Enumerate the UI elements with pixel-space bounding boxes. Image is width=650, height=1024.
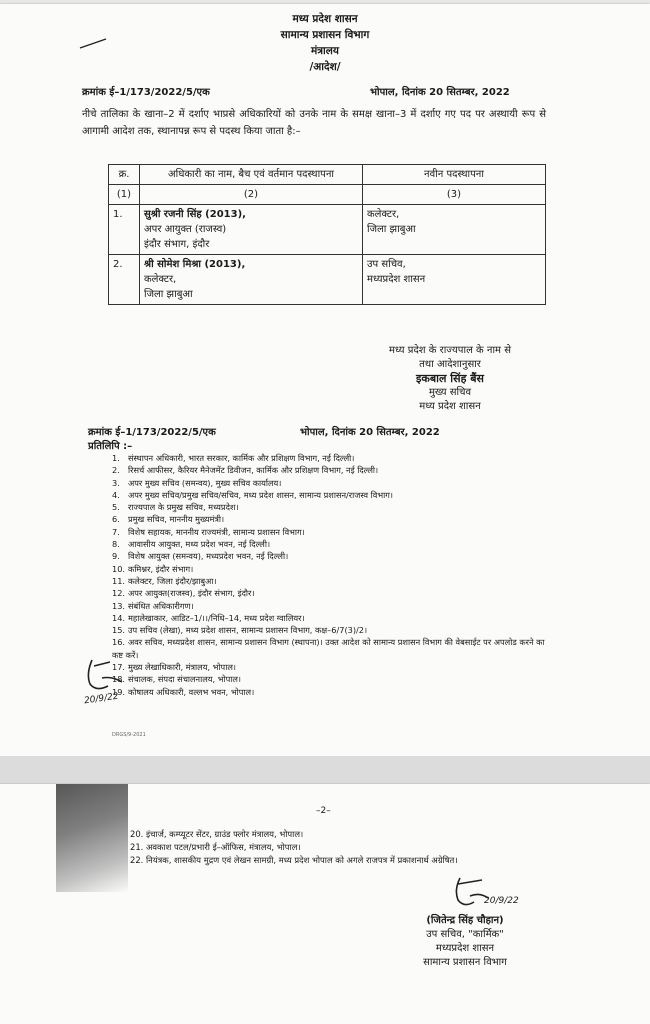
handwritten-date: 20/9/22: [83, 691, 120, 707]
list-item-text: मुख्य लेखाधिकारी, मंत्रालय, भोपाल।: [128, 662, 236, 673]
table-row: [109, 255, 546, 305]
list-item: [112, 489, 550, 501]
list-item-number: 16.: [112, 637, 126, 648]
new-posting-place: मध्यप्रदेश शासन: [367, 274, 426, 285]
header-department: सामान्य प्रशासन विभाग: [280, 29, 370, 41]
list-item: 21. अवकाश पटल/प्रभारी ई–ऑफिस, मंत्रालय, भोपाल।: [130, 842, 301, 852]
colnum-3: (3): [363, 185, 546, 205]
new-posting-cell: [363, 205, 546, 255]
copy-heading: प्रतिलिपि :–: [88, 441, 133, 452]
list-item-number: 2.: [112, 465, 120, 476]
list-item-text: अपर मुख्य सचिव (समन्वय), मुख्य सचिव कार्यालय।: [128, 477, 282, 488]
new-posting-title: उप सचिव,: [367, 259, 406, 270]
list-item-number: 1.: [112, 453, 120, 463]
header-ministry: मंत्रालय: [310, 45, 339, 57]
list-item: [112, 513, 550, 525]
signatory-name: (जितेन्द्र सिंह चौहान): [426, 915, 504, 926]
signatory-org: मध्य प्रदेश शासन: [419, 401, 481, 412]
list-item-number: 6.: [112, 514, 120, 525]
list-item-number: 15.: [112, 625, 126, 636]
officer-name: सुश्री रजनी सिंह (2013),: [144, 209, 246, 220]
order-place-date: भोपाल, दिनांक 20 सितम्बर, 2022: [370, 87, 510, 98]
list-item-number: 19.: [112, 686, 126, 697]
header-govt: मध्य प्रदेश शासन: [292, 13, 358, 25]
order-paragraph: नीचे तालिका के खाना–2 में दर्शाए भाप्रसे अधिकारियों को उनके नाम के समक्ष खाना–3 में दर्शाए गए पद पर अस्थायी रूप से आगामी आदेश तक, स्थानापन्न रूप से पदस्थ किया जाता है:–: [82, 109, 546, 137]
list-item-text: विशेष सहायक, माननीय राज्यमंत्री, सामान्य प्रशासन विभाग।: [128, 526, 305, 537]
list-item: [112, 673, 550, 685]
list-item-text: उप सचिव (लेखा), मध्य प्रदेश शासन, सामान्य प्रशासन विभाग, कक्ष–6/7(3)/2।: [128, 625, 368, 636]
officer-name: श्री सोमेश मिश्रा (2013),: [144, 259, 246, 270]
table-header-row: [109, 165, 546, 185]
list-item-number: 10.: [112, 563, 126, 574]
signatory-department: सामान्य प्रशासन विभाग: [423, 957, 507, 968]
page-number: –2–: [316, 806, 331, 816]
list-item-number: 5.: [112, 502, 120, 513]
copy-recipient-list: [112, 452, 550, 698]
footer-code: DRGS/9-2021: [112, 732, 146, 738]
officer-location: इंदौर संभाग, इंदौर: [144, 239, 210, 250]
list-item-number: 4.: [112, 489, 120, 500]
list-item-text: आवासीय आयुक्त, मध्य प्रदेश भवन, नई दिल्ली।: [128, 539, 271, 550]
list-item-text: कमिश्नर, इंदौर संभाग।: [128, 563, 194, 574]
list-item: [112, 501, 550, 513]
list-item-text: संबंधित अधिकारीगण।: [128, 600, 194, 611]
new-posting-cell: [363, 255, 546, 305]
officer-cell: [140, 205, 363, 255]
list-item-text: संस्थापन अधिकारी, भारत सरकार, कार्मिक और प्रशिक्षण विभाग, नई दिल्ली।: [128, 453, 355, 463]
header-new-posting: नवीन पदस्थापना: [363, 165, 546, 185]
list-item-number: 18.: [112, 674, 126, 685]
colnum-1: (1): [109, 185, 140, 205]
list-item-text: महालेखाकार, आडिट–1/।।/निधि–14, मध्य प्रदेश ग्वालियर।: [128, 612, 305, 623]
list-item-number: 12.: [112, 588, 126, 599]
list-item: [112, 600, 550, 612]
row-sno: 1.: [109, 205, 140, 255]
list-item-number: 7.: [112, 526, 120, 537]
list-item-text: कोषालय अधिकारी, वल्लभ भवन, भोपाल।: [128, 686, 255, 697]
list-item: [112, 661, 550, 673]
list-item-text: अपर मुख्य सचिव/प्रमुख सचिव/सचिव, मध्य प्रदेश शासन, सामान्य प्रशासन/राजस्व विभाग।: [128, 489, 393, 500]
list-item-number: 11.: [112, 575, 126, 586]
officer-designation: कलेक्टर,: [144, 274, 177, 285]
copy-order-number: क्रमांक ई–1/173/2022/5/एक: [88, 427, 216, 438]
page-gap: [0, 756, 650, 784]
signatory-title: मुख्य सचिव: [428, 387, 472, 398]
row-sno: 2.: [109, 255, 140, 305]
list-item-text: प्रमुख सचिव, माननीय मुख्यमंत्री।: [128, 514, 225, 525]
copy-recipient-list-continued: [130, 828, 550, 867]
list-item-text: कलेक्टर, जिला इंदौर/झाबुआ।: [128, 575, 217, 586]
list-item: [112, 575, 550, 587]
list-item: [112, 477, 550, 489]
list-item: [112, 526, 550, 538]
header-officer: अधिकारी का नाम, बैच एवं वर्तमान पदस्थापना: [140, 165, 363, 185]
deputy-secretary-signature-block: [390, 914, 540, 970]
new-posting-place: जिला झाबुआ: [367, 224, 416, 235]
list-item-text: विशेष आयुक्त (समन्वय), मध्यप्रदेश भवन, नई दिल्ली।: [128, 551, 289, 562]
signatory-org: मध्यप्रदेश शासन: [435, 943, 495, 954]
list-item: [112, 612, 550, 624]
list-item: [112, 587, 550, 599]
list-item-text: संचालक, संपदा संचालनालय, भोपाल।: [128, 674, 242, 685]
order-page-1: [0, 4, 650, 756]
list-item-number: 8.: [112, 539, 120, 550]
list-item-text: अपर आयुक्त(राजस्व), इंदौर संभाग, इंदौर।: [128, 588, 255, 599]
list-item: 22. नियंत्रक, शासकीय मुद्रण एवं लेखन सामग्री, मध्य प्रदेश भोपाल को अगले राजपत्र में प्रकाशनार्थ अग्रेषित।: [130, 855, 458, 865]
header-sno: क्र.: [109, 165, 140, 185]
officer-designation: अपर आयुक्त (राजस्व): [144, 224, 227, 235]
list-item: [112, 563, 550, 575]
copy-place-date: भोपाल, दिनांक 20 सितम्बर, 2022: [300, 427, 440, 438]
list-item: 20. इंचार्ज, कम्प्यूटर सेंटर, ग्राउंड फ्लोर मंत्रालय, भोपाल।: [130, 829, 304, 839]
table-colnum-row: [109, 185, 546, 205]
signatory-name: इकबाल सिंह बैंस: [416, 372, 484, 385]
chief-secretary-signature-block: [350, 344, 550, 414]
list-item-text: राज्यपाल के प्रमुख सचिव, मध्यप्रदेश।: [128, 502, 239, 513]
order-page-2: [0, 784, 650, 1024]
list-item: [112, 464, 550, 476]
new-posting-title: कलेक्टर,: [367, 209, 400, 220]
list-item: [112, 538, 550, 550]
scan-shadow: [56, 784, 128, 892]
list-item-number: 17.: [112, 662, 126, 673]
colnum-2: (2): [140, 185, 363, 205]
signature-handwritten-date: 20/9/22: [484, 896, 519, 906]
list-item-number: 13.: [112, 600, 126, 611]
list-item: [112, 624, 550, 636]
list-item: [112, 636, 550, 661]
list-item-number: 3.: [112, 477, 120, 488]
signature-line-order: तथा आदेशानुसार: [419, 359, 481, 370]
handwritten-initials: [82, 656, 128, 696]
list-item-text: अवर सचिव, मध्यप्रदेश शासन, सामान्य प्रशासन विभाग (स्थापना)। उक्त आदेश को सामान्य प्रशासन विभाग की वेबसाईट पर अपलोड करने का कष्ट करें।: [112, 637, 545, 660]
list-item-number: 14.: [112, 612, 126, 623]
list-item: [112, 452, 550, 464]
officer-cell: [140, 255, 363, 305]
posting-table: [108, 164, 546, 305]
list-item: [112, 550, 550, 562]
officer-location: जिला झाबुआ: [144, 289, 193, 300]
signature-line-governor: मध्य प्रदेश के राज्यपाल के नाम से: [389, 345, 511, 356]
header-order-title: /आदेश/: [309, 61, 341, 73]
handwritten-signature: [452, 876, 492, 912]
signatory-title: उप सचिव, "कार्मिक": [426, 929, 504, 940]
order-number: क्रमांक ई–1/173/2022/5/एक: [82, 87, 210, 98]
list-item-text: रिसर्च आफीसर, कैरियर मैनेजमेंट डिवीजन, कार्मिक और प्रशिक्षण विभाग, नई दिल्ली।: [128, 465, 379, 476]
list-item-number: 9.: [112, 551, 120, 562]
table-row: [109, 205, 546, 255]
list-item: [112, 686, 550, 698]
